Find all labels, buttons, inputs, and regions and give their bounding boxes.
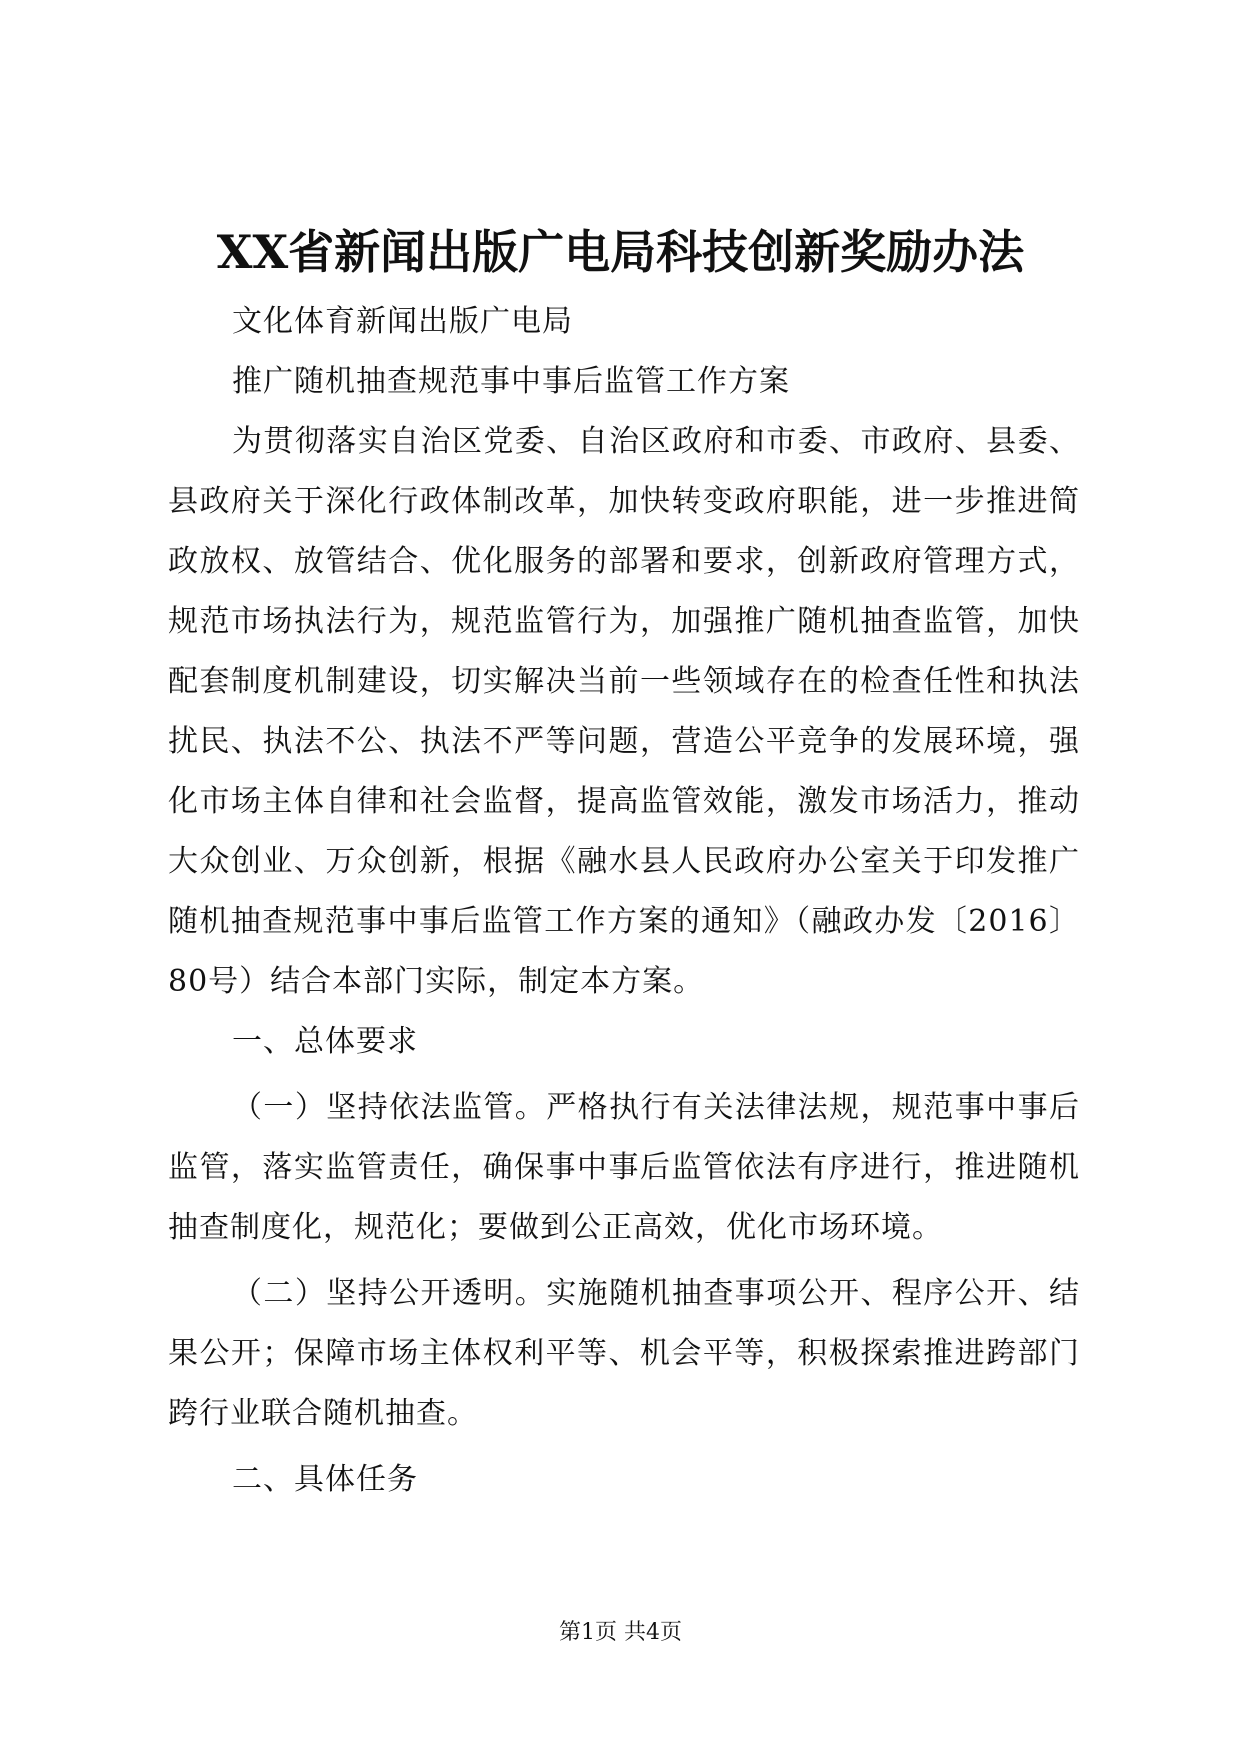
section-heading-specific-tasks: 二、具体任务 xyxy=(232,1462,418,1497)
section-heading-general-requirements: 一、总体要求 xyxy=(232,1024,418,1059)
paragraph-item-2: （二）坚持公开透明。实施随机抽查事项公开、程序公开、结果公开；保障市场主体权利平等、机会平等，积极探索推进跨部门跨行业联合随机抽查。 xyxy=(168,1276,1080,1431)
paragraph-intro: 为贯彻落实自治区党委、自治区政府和市委、市政府、县委、县政府关于深化行政体制改革，加快转变政府职能，进一步推进简政放权、放管结合、优化服务的部署和要求，创新政府管理方式，规范市场执法行为，规范监管行为，加强推广随机抽查监管，加快配套制度机制建设，切实解决当前一些领域存在的检查任性和执法扰民、执法不公、执法不严等问题，营造公平竞争的发展环境，强化市场主体自律和社会监督，提高监管效能，激发市场活力，推动大众创业、万众创新，根据《融水县人民政府办公室关于印发推广随机抽查规范事中事后监管工作方案的通知》（融政办发〔2016〕80号）结合本部门实际，制定本方案。 xyxy=(168,424,1080,999)
paragraph-plan-title: 推广随机抽查规范事中事后监管工作方案 xyxy=(232,364,790,399)
page-number-footer: 第1页 共4页 xyxy=(559,1620,682,1645)
document-title: XX省新闻出版广电局科技创新奖励办法 xyxy=(216,225,1025,279)
paragraph-department: 文化体育新闻出版广电局 xyxy=(232,304,573,339)
paragraph-item-1: （一）坚持依法监管。严格执行有关法律法规，规范事中事后监管，落实监管责任，确保事中事后监管依法有序进行，推进随机抽查制度化，规范化；要做到公正高效，优化市场环境。 xyxy=(168,1090,1080,1245)
document-body xyxy=(168,292,1080,1510)
